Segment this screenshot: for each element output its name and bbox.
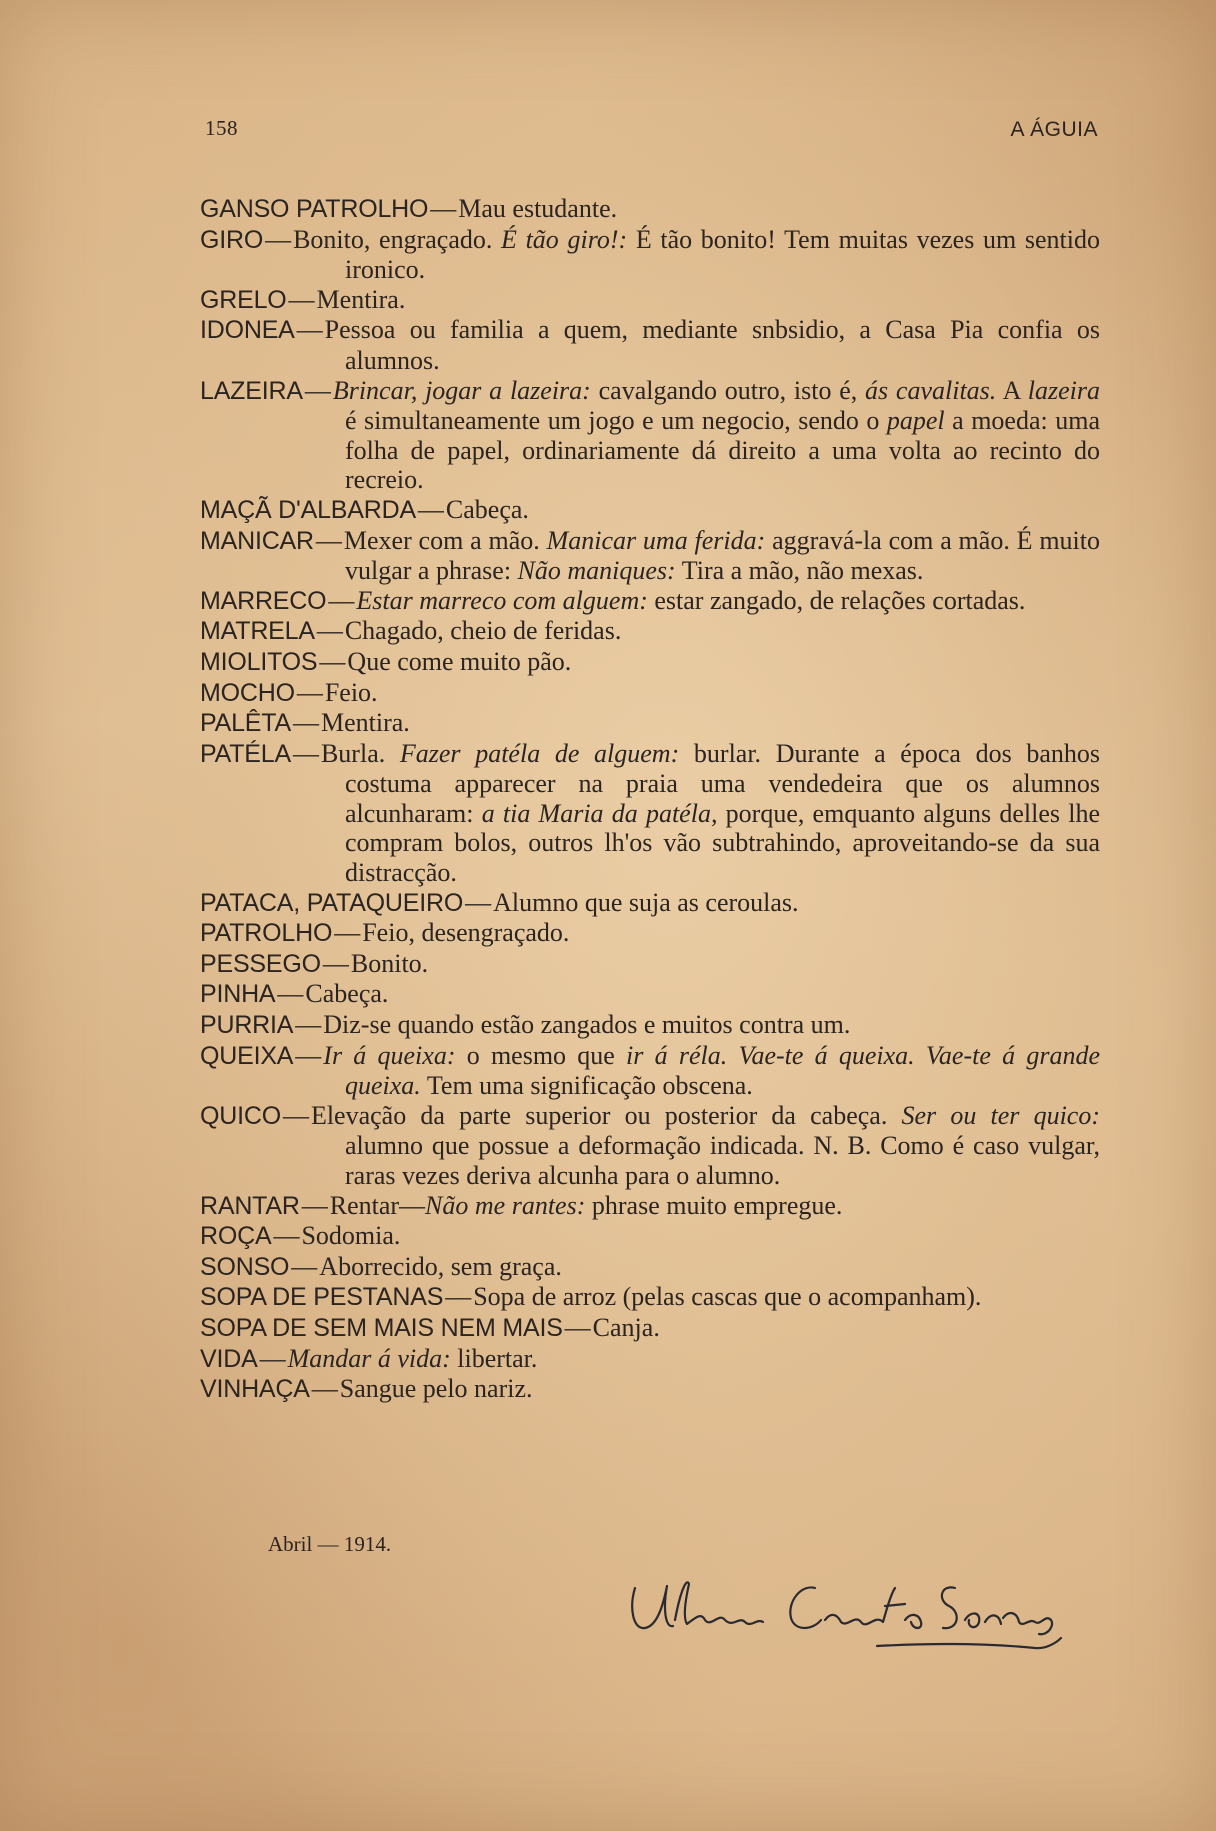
entry-definition: Mentira.	[320, 708, 410, 738]
entry-definition: Sodomia.	[301, 1221, 401, 1251]
entry-term: PATROLHO	[200, 919, 333, 948]
glossary-entry	[200, 678, 1100, 709]
entry-dash: —	[265, 224, 292, 254]
entry-definition: Cabeça.	[305, 979, 389, 1009]
entry-dash: —	[328, 585, 355, 615]
entry-term: VINHAÇA	[200, 1375, 310, 1404]
entry-term: MAÇÃ D'ALBARDA	[200, 495, 416, 524]
entry-dash: —	[288, 284, 315, 314]
entry-definition: Burla. Fazer patéla de alguem: burlar. Durante a época dos banhos costuma apparecer na praia uma vendedeira que os alumnos alcunharam: a tia Maria da patéla, porque, emquanto alguns delles lhe compram bolos, outros lh'os vão subtrahindo, aproveitando-se da sua distracção.	[320, 738, 1100, 888]
glossary-entry	[200, 285, 1100, 316]
entry-dash: —	[296, 677, 323, 707]
entry-dash: —	[282, 1100, 309, 1130]
entry-term: MANICAR	[200, 526, 314, 555]
entry-dash: —	[277, 979, 304, 1009]
entry-definition: Mandar á vida: libertar.	[287, 1343, 538, 1373]
glossary-entry	[200, 315, 1100, 375]
entry-dash: —	[319, 646, 346, 676]
entry-dash: —	[292, 738, 319, 768]
entry-term: ROÇA	[200, 1222, 272, 1251]
entry-definition: Chagado, cheio de feridas.	[344, 616, 622, 646]
entry-definition: Elevação da parte superior ou posterior da cabeça. Ser ou ter quico: alumno que possue a deformação indicada. N. B. Como é caso vulgar, raras vezes deriva alcunha para o alumno.	[310, 1100, 1100, 1190]
journal-title: A ÁGUIA	[1010, 118, 1098, 141]
entry-definition: Estar marreco com alguem: estar zangado, de relações cortadas.	[356, 585, 1026, 615]
glossary-entry	[200, 708, 1100, 739]
glossary-entries	[200, 194, 1100, 1405]
entry-definition: Bonito, engraçado. É tão giro!: É tão bonito! Tem muitas vezes um sentido ironico.	[293, 224, 1100, 285]
entry-term: QUICO	[200, 1101, 281, 1130]
glossary-entry	[200, 194, 1100, 225]
glossary-entry	[200, 739, 1100, 888]
page-number: 158	[205, 116, 238, 140]
entry-term: LAZEIRA	[200, 376, 303, 405]
glossary-entry	[200, 1041, 1100, 1101]
entry-definition: Brincar, jogar a lazeira: cavalgando outro, isto é, ás cavalitas. A lazeira é simultaneamente um jogo e um negocio, sendo o papel a moeda: uma folha de papel, ordinariamente dá direito a uma volta ao recinto do recreio.	[332, 375, 1100, 495]
entry-dash: —	[295, 1040, 322, 1070]
entry-definition: Bonito.	[350, 948, 429, 978]
entry-dash: —	[465, 887, 492, 917]
glossary-entry	[200, 1313, 1100, 1344]
dateline: Abril — 1914.	[268, 1532, 392, 1556]
glossary-entry	[200, 1221, 1100, 1252]
entry-dash: —	[417, 494, 444, 524]
entry-dash: —	[322, 948, 349, 978]
entry-term: RANTAR	[200, 1191, 300, 1220]
entry-definition: Sopa de arroz (pelas cascas que o acompanham).	[473, 1282, 982, 1312]
glossary-entry	[200, 888, 1100, 919]
entry-term: QUEIXA	[200, 1041, 294, 1070]
entry-dash: —	[564, 1312, 591, 1342]
glossary-entry	[200, 376, 1100, 495]
entry-definition: Que come muito pão.	[347, 646, 572, 676]
entry-dash: —	[304, 375, 331, 405]
entry-dash: —	[291, 1251, 318, 1281]
glossary-entry	[200, 1344, 1100, 1375]
entry-term: SONSO	[200, 1252, 290, 1281]
entry-dash: —	[316, 616, 343, 646]
entry-term: GIRO	[200, 225, 264, 254]
entry-term: GANSO PATROLHO	[200, 195, 429, 223]
entry-term: PALÊTA	[200, 709, 291, 738]
entry-definition: Alumno que suja as ceroulas.	[493, 887, 799, 917]
entry-dash: —	[430, 194, 457, 223]
glossary-entry	[200, 1282, 1100, 1313]
glossary-entry	[200, 647, 1100, 678]
entry-definition: Diz-se quando estão zangados e muitos contra um.	[323, 1010, 851, 1040]
glossary-entry	[200, 586, 1100, 617]
running-head	[205, 116, 1098, 146]
glossary-entry	[200, 979, 1100, 1010]
entry-dash: —	[301, 1190, 328, 1220]
entry-term: PATÉLA	[200, 739, 291, 768]
entry-term: MIOLITOS	[200, 647, 318, 676]
glossary-entry	[200, 616, 1100, 647]
glossary-entry	[200, 1252, 1100, 1283]
entry-definition: Mentira.	[316, 284, 406, 314]
entry-term: PESSEGO	[200, 949, 321, 978]
entry-dash: —	[296, 315, 323, 345]
entry-dash: —	[273, 1221, 300, 1251]
entry-definition: Canja.	[592, 1312, 660, 1342]
entry-term: PATACA, PATAQUEIRO	[200, 888, 464, 917]
entry-term: MATRELA	[200, 617, 315, 646]
handwritten-signature	[615, 1548, 1085, 1658]
entry-term: MARRECO	[200, 586, 327, 615]
glossary-entry	[200, 495, 1100, 526]
entry-dash: —	[295, 1010, 322, 1040]
entry-dash: —	[259, 1343, 286, 1373]
glossary-entry	[200, 1101, 1100, 1191]
entry-dash: —	[311, 1374, 338, 1404]
entry-definition: Pessoa ou familia a quem, mediante snbsidio, a Casa Pia confia os alumnos.	[324, 315, 1100, 375]
entry-dash: —	[315, 525, 342, 555]
entry-definition: Ir á queixa: o mesmo que ir á réla. Vae-te á queixa. Vae-te á grande queixa. Tem uma significação obscena.	[323, 1040, 1100, 1101]
entry-definition: Cabeça.	[445, 494, 529, 524]
glossary-entry	[200, 1010, 1100, 1041]
entry-dash: —	[445, 1282, 472, 1312]
glossary-entry	[200, 1191, 1100, 1222]
glossary-entry	[200, 526, 1100, 586]
entry-definition: Sangue pelo nariz.	[339, 1374, 533, 1404]
glossary-entry	[200, 918, 1100, 949]
entry-definition: Rentar—Não me rantes: phrase muito empregue.	[329, 1190, 843, 1220]
entry-term: PINHA	[200, 980, 276, 1009]
entry-definition: Feio.	[324, 677, 378, 707]
entry-definition: Aborrecido, sem graça.	[319, 1251, 562, 1281]
glossary-entry	[200, 1374, 1100, 1405]
entry-term: SOPA DE SEM MAIS NEM MAIS	[200, 1313, 563, 1342]
glossary-entry	[200, 949, 1100, 980]
entry-dash: —	[334, 918, 361, 948]
entry-term: SOPA DE PESTANAS	[200, 1283, 444, 1312]
entry-definition: Mau estudante.	[458, 194, 618, 223]
entry-term: GRELO	[200, 285, 287, 314]
entry-term: IDONEA	[200, 316, 295, 345]
entry-definition: Feio, desengraçado.	[362, 918, 570, 948]
entry-dash: —	[292, 708, 319, 738]
glossary-entry	[200, 225, 1100, 285]
entry-term: MOCHO	[200, 678, 295, 707]
entry-term: VIDA	[200, 1344, 258, 1373]
entry-term: PURRIA	[200, 1011, 294, 1040]
entry-definition: Mexer com a mão. Manicar uma ferida: aggravá-la com a mão. É muito vulgar a phrase: Não maniques: Tira a mão, não mexas.	[343, 525, 1100, 586]
